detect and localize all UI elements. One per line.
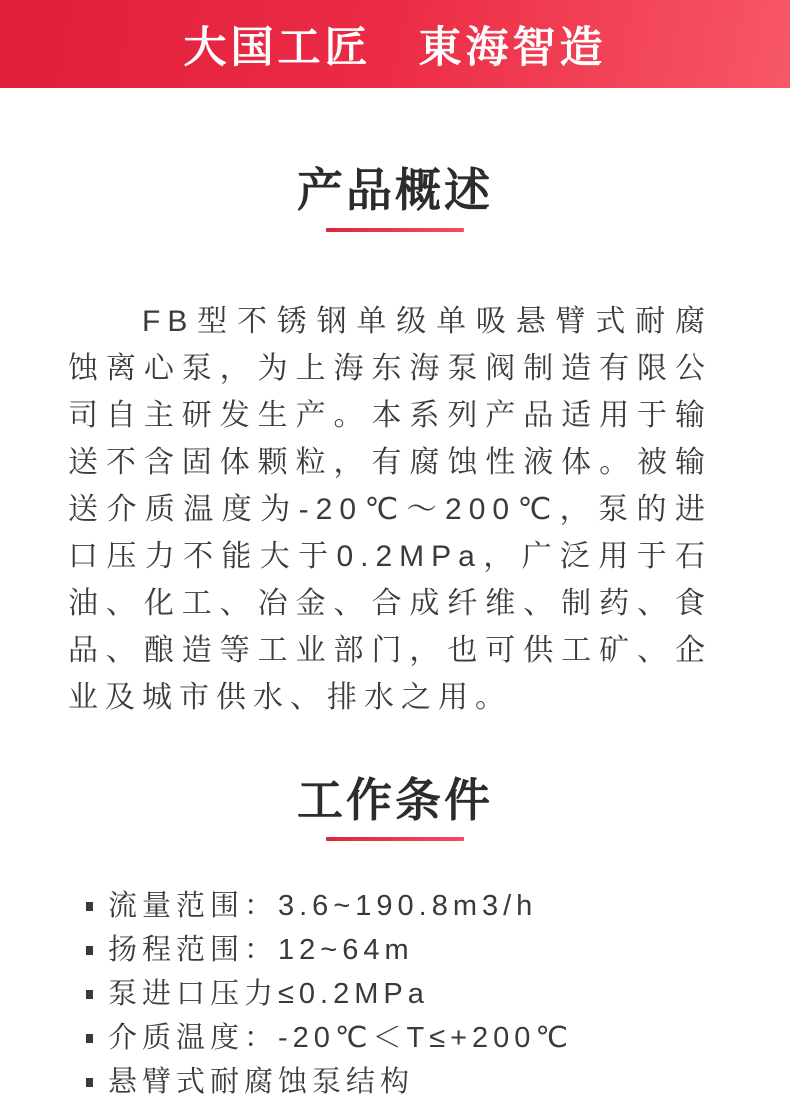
condition-inlet-pressure: 泵进口压力≤0.2MPa [108, 978, 429, 1011]
conditions-title: 工作条件 [297, 773, 493, 826]
bullet-icon [86, 902, 93, 911]
overview-title: 产品概述 [297, 164, 493, 216]
list-item [86, 1067, 730, 1097]
bullet-icon [86, 1034, 93, 1043]
list-item [86, 1023, 730, 1053]
condition-head-range: 扬程范围：12~64m [108, 934, 414, 967]
condition-flow-range: 流量范围：3.6~190.8m3/h [108, 890, 538, 923]
brand-banner [0, 0, 790, 88]
title-underline-accent [326, 837, 464, 841]
banner-slogan: 大国工匠 東海智造 [183, 23, 607, 72]
section-overview [0, 88, 790, 721]
overview-heading [0, 88, 790, 232]
section-working-conditions [0, 721, 790, 1098]
bullet-icon [86, 990, 93, 999]
list-item [86, 935, 730, 965]
bullet-icon [86, 1078, 93, 1087]
overview-paragraph: FB型不锈钢单级单吸悬臂式耐腐蚀离心泵，为上海东海泵阀制造有限公司自主研发生产。本系列产品适用于输送不含固体颗粒，有腐蚀性液体。被输送介质温度为-20℃～200℃，泵的进口压力不能大于0.2MPa，广泛用于石油、化工、冶金、合成纤维、制药、食品、酿造等工业部门，也可供工矿、企业及城市供水、排水之用。 [68, 304, 712, 714]
list-item [86, 891, 730, 921]
conditions-heading [0, 721, 790, 842]
bullet-icon [86, 946, 93, 955]
condition-medium-temperature: 介质温度：-20℃＜T≤+200℃ [108, 1022, 574, 1055]
condition-pump-structure: 悬臂式耐腐蚀泵结构 [108, 1066, 415, 1099]
conditions-list [0, 891, 790, 1097]
list-item [86, 979, 730, 1009]
title-underline-accent [326, 228, 464, 232]
